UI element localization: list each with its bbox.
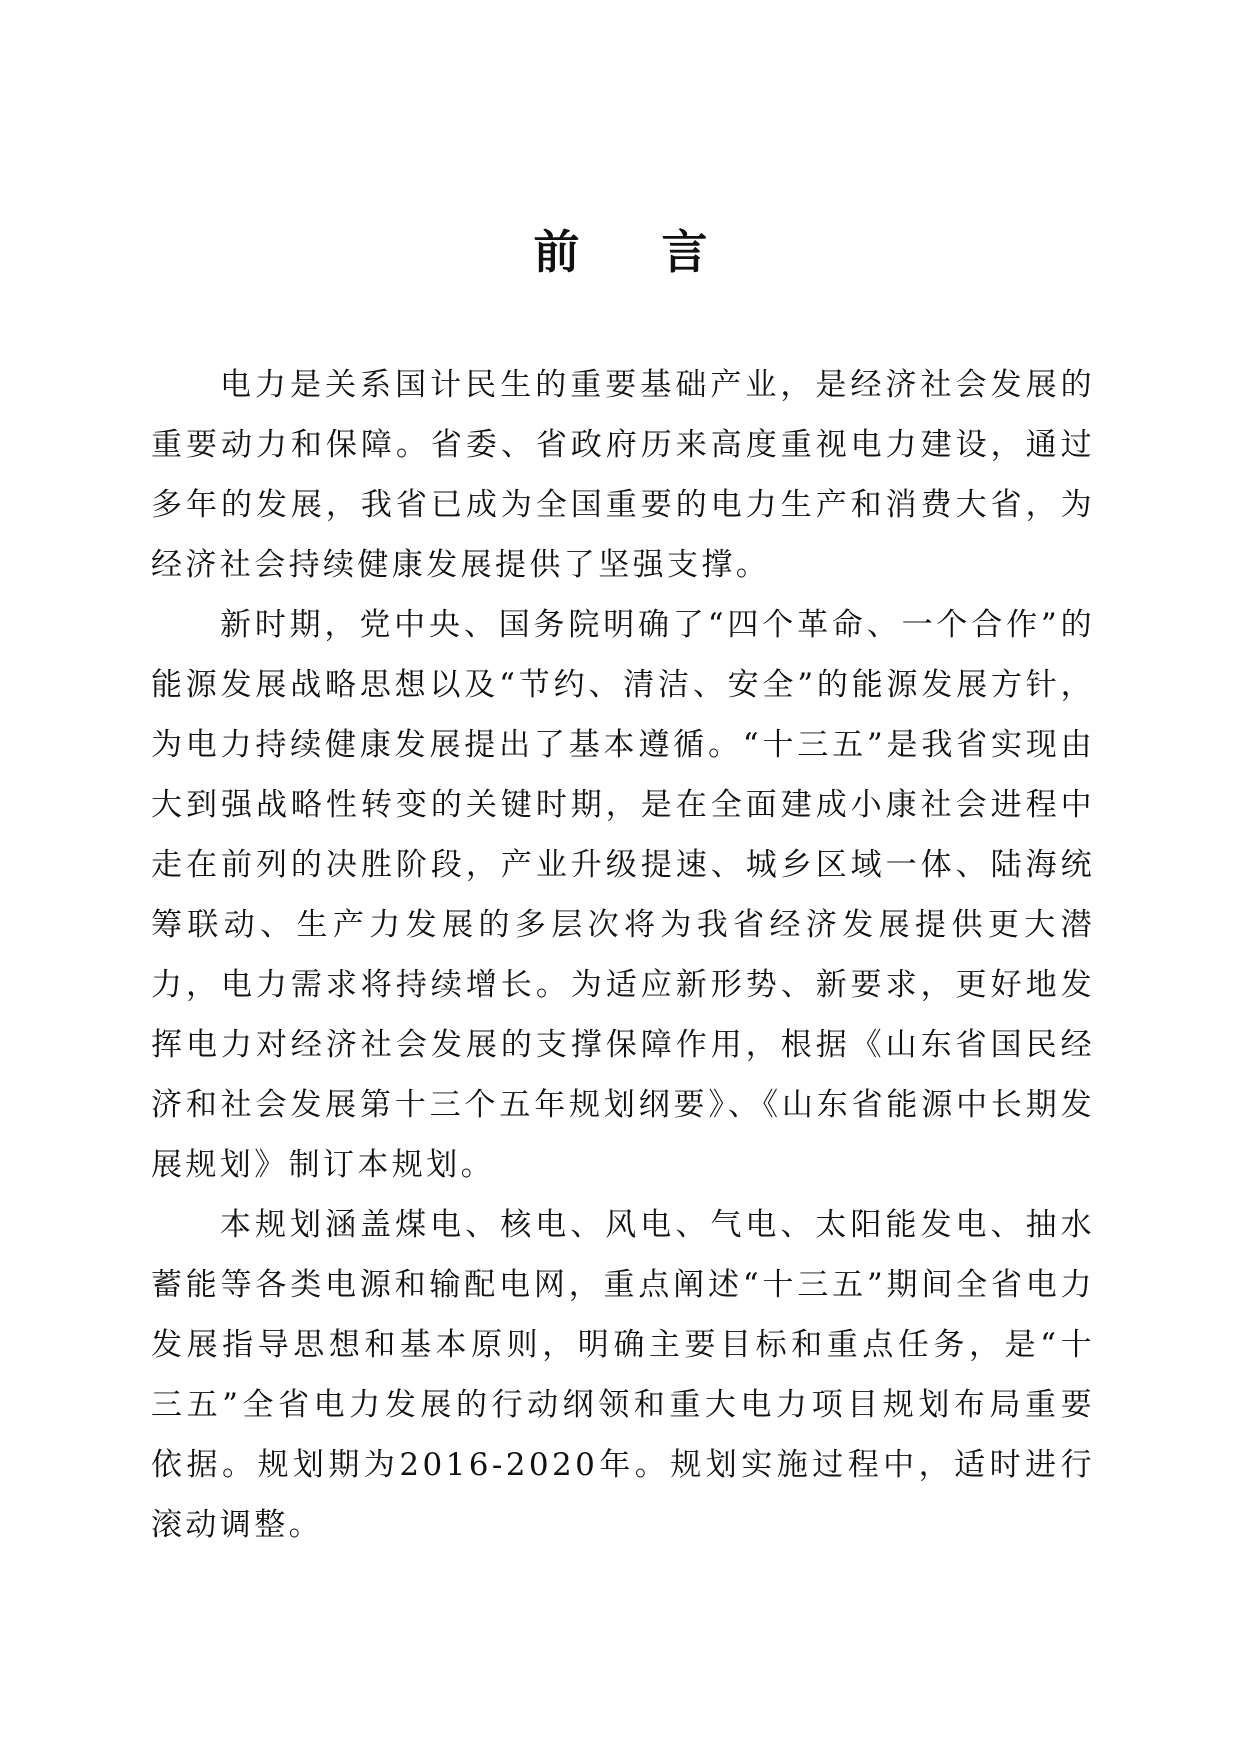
paragraph-1: 电力是关系国计民生的重要基础产业，是经济社会发展的重要动力和保障。省委、省政府历来高度重视电力建设，通过多年的发展，我省已成为全国重要的电力生产和消费大省，为经济社会持续健康发展提供了坚强支撑。 bbox=[151, 367, 1095, 583]
paragraph-2: 新时期，党中央、国务院明确了“四个革命、一个合作”的能源发展战略思想以及“节约、清洁、安全”的能源发展方针，为电力持续健康发展提出了基本遵循。“十三五”是我省实现由大到强战略性转变的关键时期，是在全面建成小康社会进程中走在前列的决胜阶段，产业升级提速、城乡区域一体、陆海统筹联动、生产力发展的多层次将为我省经济发展提供更大潜力，电力需求将持续增长。为适应新形势、新要求，更好地发挥电力对经济社会发展的支撑保障作用，根据《山东省国民经济和社会发展第十三个五年规划纲要》、《山东省能源中长期发展规划》制订本规划。 bbox=[151, 607, 1095, 1183]
page-title: 前言 bbox=[533, 225, 790, 279]
document-body bbox=[151, 355, 1095, 1555]
paragraph-3: 本规划涵盖煤电、核电、风电、气电、太阳能发电、抽水蓄能等各类电源和输配电网，重点阐述“十三五”期间全省电力发展指导思想和基本原则，明确主要目标和重点任务，是“十三五”全省电力发展的行动纲领和重大电力项目规划布局重要依据。规划期为2016-2020年。规划实施过程中，适时进行滚动调整。 bbox=[151, 1207, 1095, 1543]
